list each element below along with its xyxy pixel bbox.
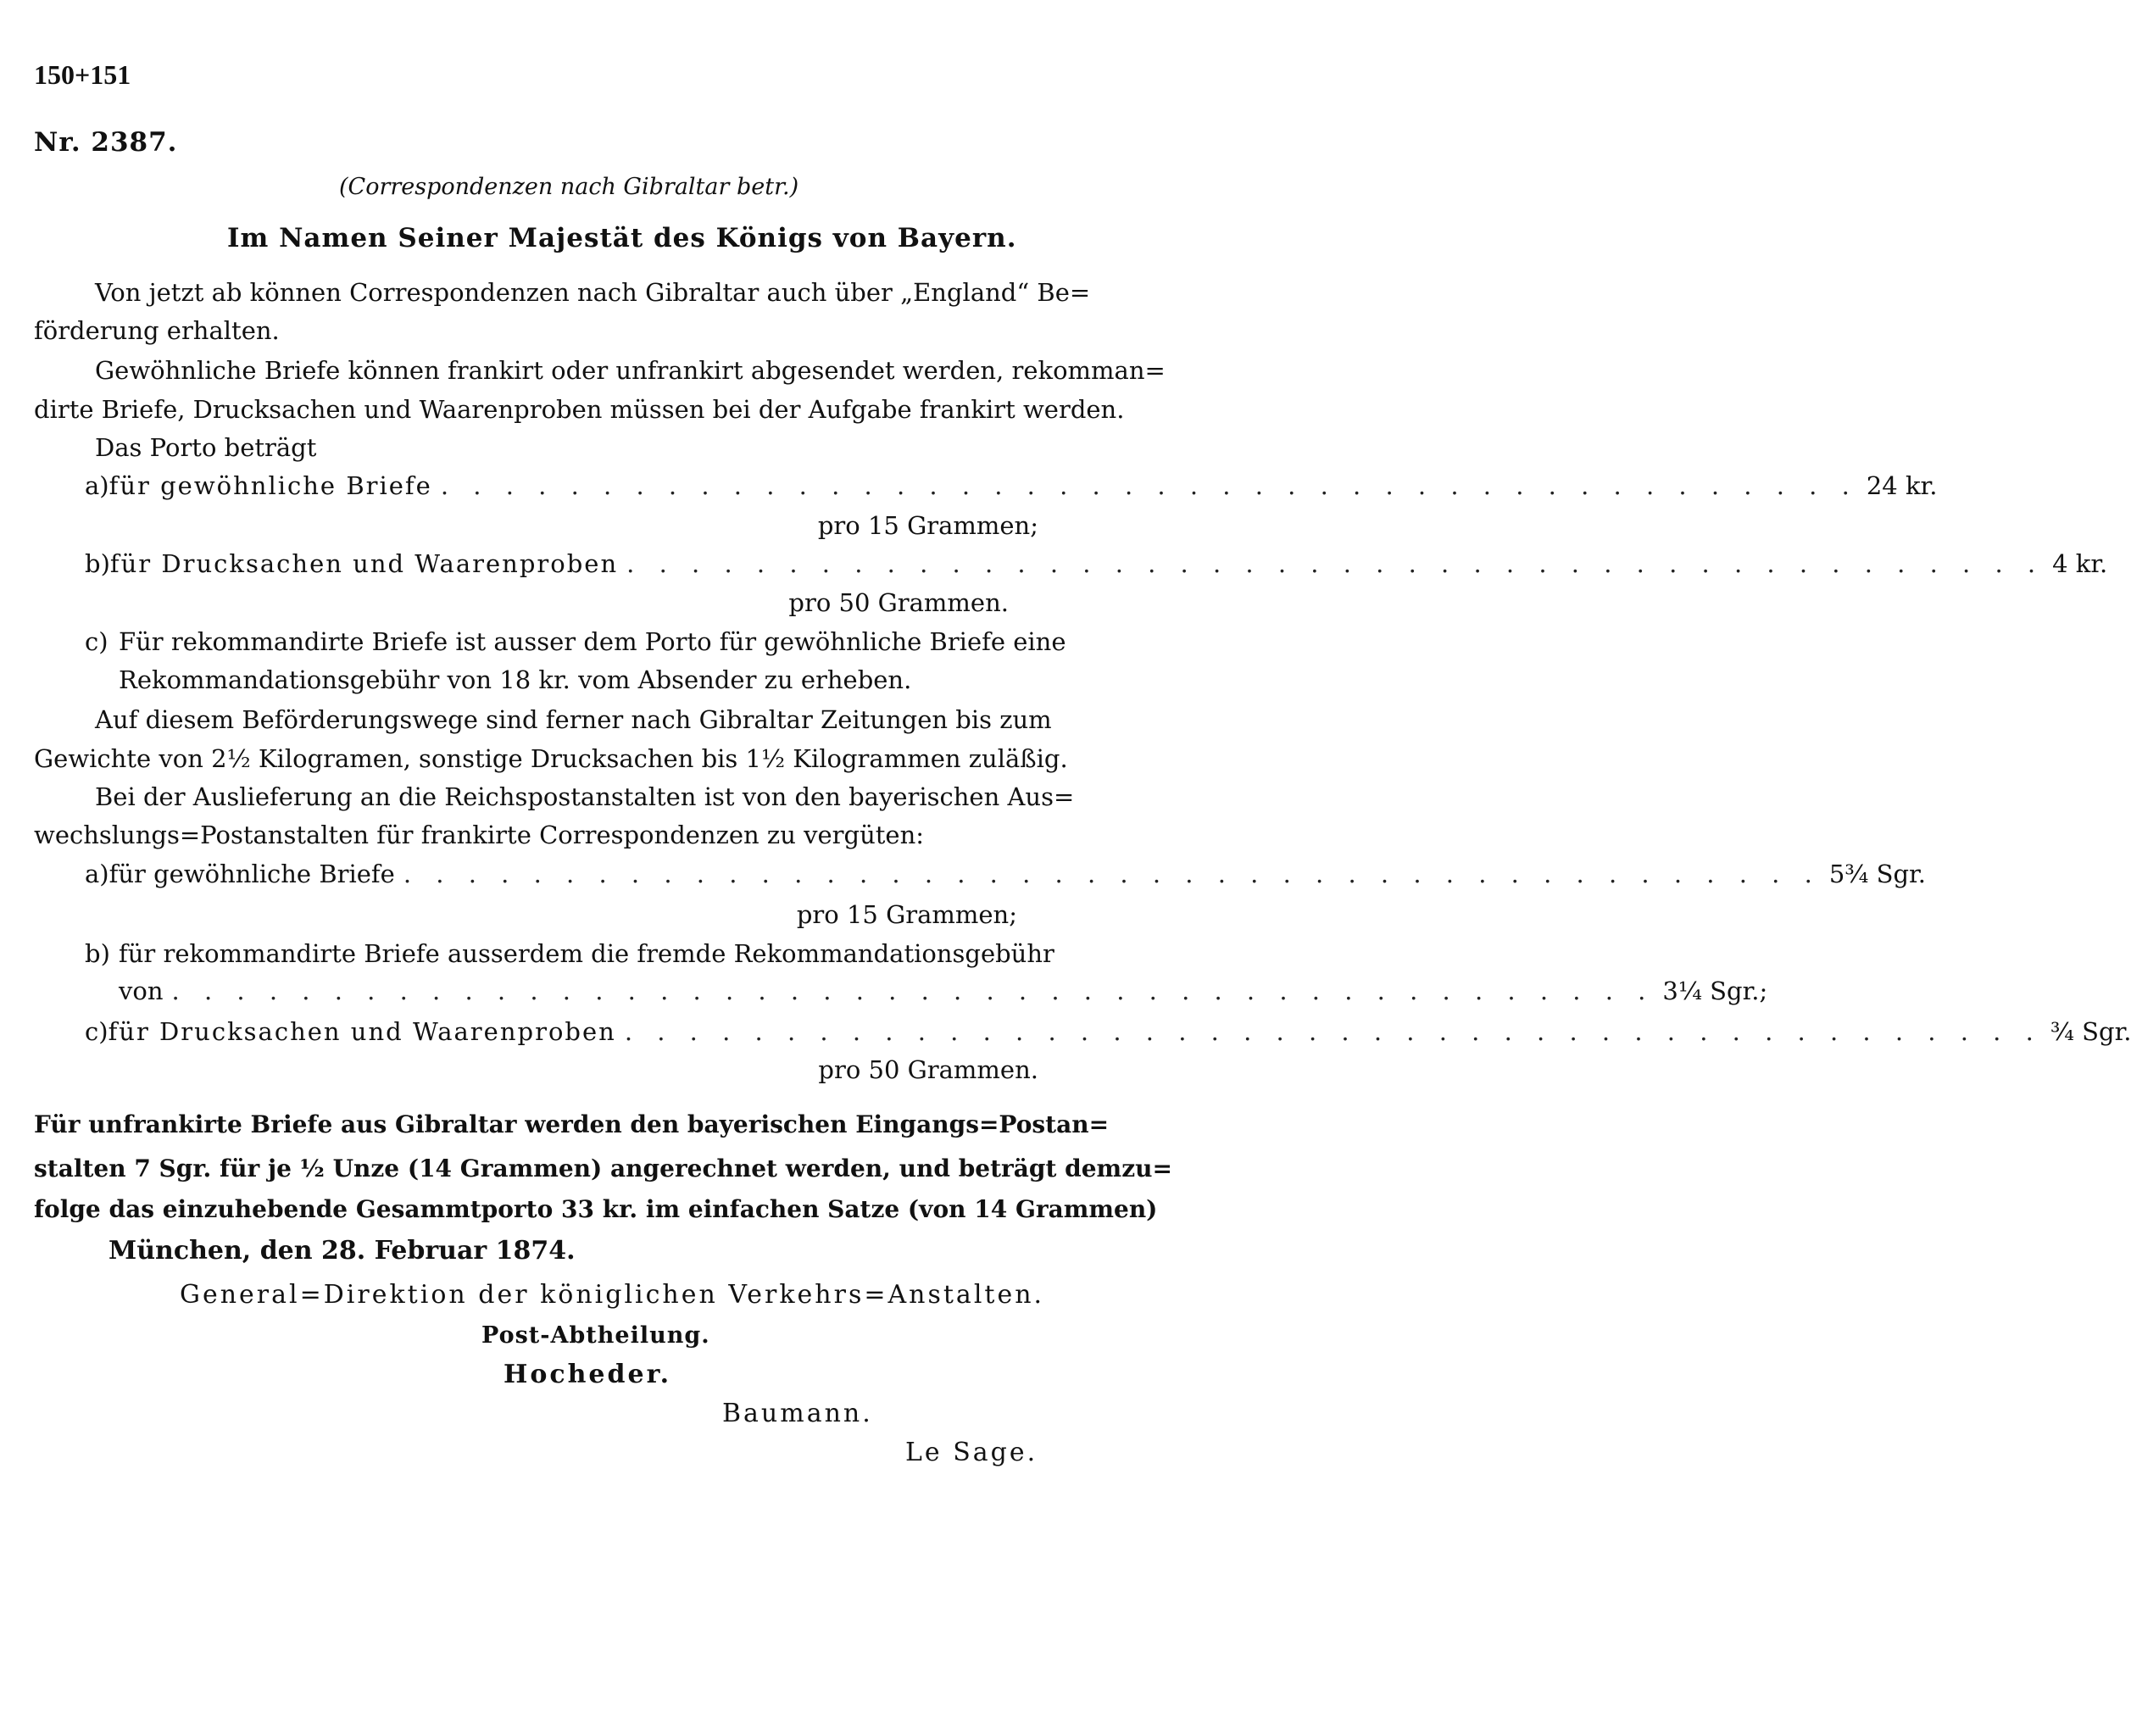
document-heading: Im Namen Seiner Majestät des Königs von Bayern. [227,223,1017,253]
item-amount: 3¼ Sgr.; [1662,976,1768,1005]
item-unit: pro 15 Grammen; [817,511,1038,540]
place-date: München, den 28. Februar 1874. [108,1236,576,1266]
porto-item-c [85,627,1078,656]
page-number: 150+151 [34,59,131,90]
dot-leader: . . . . . . . . . . . . . . . . . . . . . . . . . . . . . . . . . . . . . . . . . . . . . . [171,976,1655,1005]
intro-line: Gewöhnliche Briefe können frankirt oder unfrankirt abgesendet werden, rekomman= [95,356,1166,385]
porto-item-b [85,549,2108,578]
signature-name: Baumann. [722,1399,873,1428]
paragraph-line: wechslungs=Postanstalten für frankirte Correspondenzen zu vergüten: [34,821,925,849]
item-text: für Drucksachen und Waarenproben [108,1017,616,1046]
paragraph-line: Auf diesem Beförderungswege sind ferner nach Gibraltar Zeitungen bis zum [95,705,1052,734]
intro-line: Das Porto beträgt [95,433,317,462]
item-label: c) [85,1017,108,1046]
signature-authority: General=Direktion der königlichen Verkehrs=Anstalten. [180,1280,1045,1310]
item-unit: pro 15 Grammen; [796,900,1017,929]
intro-line: dirte Briefe, Drucksachen und Waarenproben müssen bei der Aufgabe frankirt werden. [34,395,1125,424]
item-label: a) [85,471,109,500]
item-text: für Drucksachen und Waarenproben [109,549,619,578]
verguetung-item-b-amount [119,976,1768,1005]
intro-line: Von jetzt ab können Correspondenzen nach Gibraltar auch über „England“ Be= [95,278,1091,307]
item-text: für gewöhnliche Briefe [108,471,432,500]
item-amount: 24 kr. [1866,471,1938,500]
item-text-continued: Rekommandationsgebühr von 18 kr. vom Absender zu erheben. [119,665,912,694]
verguetung-item-c [85,1017,2131,1046]
item-label: b) [85,939,110,968]
item-label: c) [85,627,108,656]
document-subject: (Correspondenzen nach Gibraltar betr.) [339,174,799,200]
item-text: von [119,976,164,1005]
paragraph-line: Für unfrankirte Briefe aus Gibraltar werden den bayerischen Eingangs=Postan= [34,1110,1110,1138]
item-amount: 4 kr. [2052,549,2108,578]
dot-leader: . . . . . . . . . . . . . . . . . . . . . . . . . . . . . . . . . . . . . . . . . . . . [403,860,1821,888]
item-text: für gewöhnliche Briefe [108,860,395,888]
item-label: b) [85,549,110,578]
item-unit: pro 50 Grammen. [818,1055,1038,1084]
signature-name: Le Sage. [905,1438,1038,1467]
signature-department: Post-Abtheilung. [481,1322,710,1349]
porto-item-a [85,471,1938,500]
signature-name: Hocheder. [504,1360,672,1389]
document-number: Nr. 2387. [34,127,178,158]
dot-leader: . . . . . . . . . . . . . . . . . . . . . . . . . . . . . . . . . . . . . . . . . . . . [624,1017,2042,1046]
paragraph-line: Gewichte von 2½ Kilogramen, sonstige Drucksachen bis 1½ Kilogrammen zuläßig. [34,744,1068,773]
dot-leader: . . . . . . . . . . . . . . . . . . . . . . . . . . . . . . . . . . . . . . . . . . . . [626,549,2045,578]
dot-leader: . . . . . . . . . . . . . . . . . . . . . . . . . . . . . . . . . . . . . . . . . . . . [440,471,1858,500]
paragraph-line: stalten 7 Sgr. für je ½ Unze (14 Grammen) angerechnet werden, und beträgt demzu= [34,1155,1172,1182]
item-text: für rekommandirte Briefe ausserdem die fremde Rekommandationsgebühr [119,939,1054,968]
item-amount: 5¾ Sgr. [1828,860,1926,888]
paragraph-line: Bei der Auslieferung an die Reichspostanstalten ist von den bayerischen Aus= [95,782,1075,811]
item-label: a) [85,860,109,888]
intro-line: förderung erhalten. [34,316,280,345]
item-unit: pro 50 Grammen. [788,588,1009,617]
item-text: Für rekommandirte Briefe ist ausser dem Porto für gewöhnliche Briefe eine [119,627,1066,656]
verguetung-item-b [85,939,1078,968]
paragraph-line: folge das einzuhebende Gesammtporto 33 kr. im einfachen Satze (von 14 Grammen) [34,1195,1158,1223]
verguetung-item-a [85,860,1926,888]
item-amount: ¾ Sgr. [2050,1017,2131,1046]
